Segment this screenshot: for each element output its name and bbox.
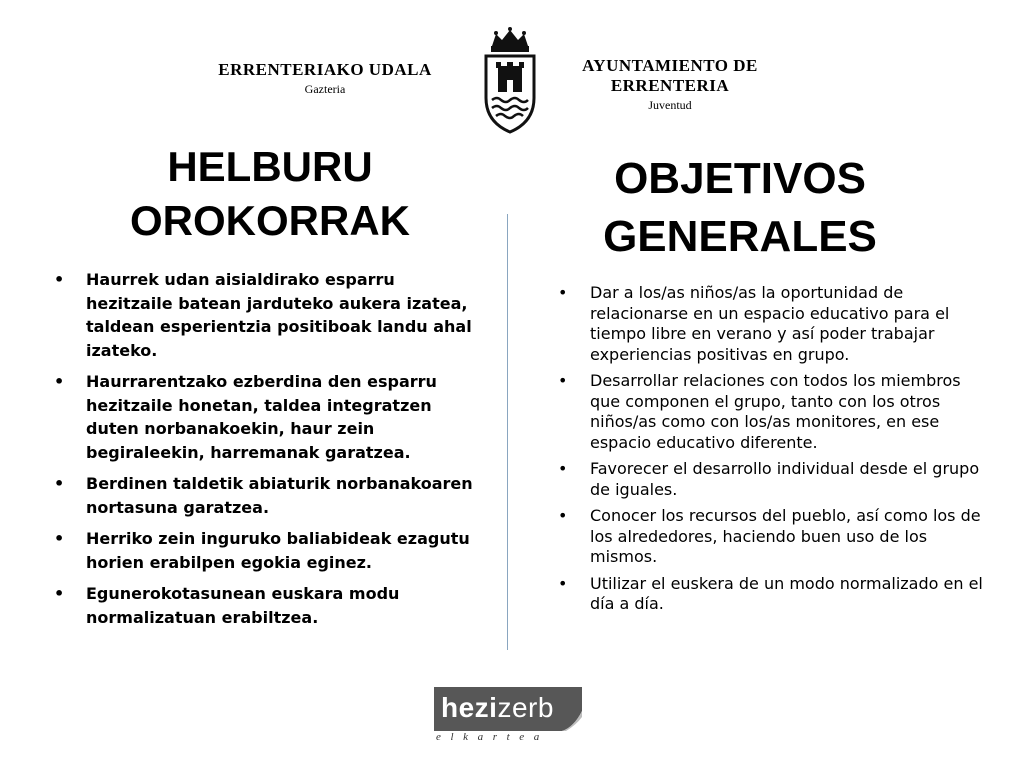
- list-item-text: Desarrollar relaciones con todos los miembros que componen el grupo, tanto con los otros niños/as como con los/as monitores, en ese espacio educativo diferente.: [590, 371, 961, 452]
- bullet-icon: •: [54, 270, 65, 289]
- title-spanish: [570, 150, 910, 266]
- title-spanish-line2: GENERALES: [603, 212, 877, 261]
- list-item: [50, 582, 480, 629]
- bullet-icon: •: [54, 372, 65, 391]
- title-basque-line1: HELBURU: [167, 143, 373, 190]
- list-item: [554, 371, 994, 453]
- header-right: [560, 56, 780, 112]
- logo-subtitle: elkartea: [436, 731, 549, 743]
- dept-name-basque: Gazteria: [304, 82, 346, 96]
- list-item: [50, 527, 480, 574]
- hezizerb-logo: [441, 688, 554, 728]
- list-item: [554, 506, 994, 568]
- coat-of-arms-icon: [480, 26, 540, 136]
- bullet-icon: •: [54, 474, 65, 493]
- list-item-text: Dar a los/as niños/as la oportunidad de relacionarse en un espacio educativo para el tiempo libre en verano y así poder trabajar experiencias positivas en grupo.: [590, 283, 950, 364]
- logo-text-bold: hezi: [441, 692, 498, 723]
- bullet-icon: •: [54, 529, 65, 548]
- objectives-list-basque: [50, 268, 480, 637]
- list-item-text: Berdinen taldetik abiaturik norbanakoaren nortasuna garatzea.: [86, 474, 473, 517]
- bullet-icon: •: [54, 584, 65, 603]
- list-item: [50, 370, 480, 464]
- list-item-text: Haurrek udan aisialdirako esparru hezitzaile batean jarduteko aukera izatea, taldean esperientzia positiboak landu ahal izateko.: [86, 270, 472, 360]
- list-item: [50, 268, 480, 362]
- title-basque: [110, 140, 430, 248]
- org-name-spanish-line2: ERRENTERIA: [610, 76, 730, 95]
- list-item-text: Favorecer el desarrollo individual desde el grupo de iguales.: [590, 459, 980, 499]
- dept-name-spanish: Juventud: [648, 98, 692, 112]
- list-item-text: Haurrarentzako ezberdina den esparru hezitzaile honetan, taldea integratzen duten norbanakoekin, haur zein begiraleekin, harremanak garatzea.: [86, 372, 437, 462]
- org-name-basque: ERRENTERIAKO UDALA: [218, 60, 432, 79]
- list-item-text: Egunerokotasunean euskara modu normalizatuan erabiltzea.: [86, 584, 400, 627]
- bullet-icon: •: [558, 506, 568, 525]
- title-spanish-line1: OBJETIVOS: [614, 154, 866, 203]
- list-item: [554, 574, 994, 615]
- column-divider: [507, 214, 508, 650]
- bullet-icon: •: [558, 371, 568, 390]
- objectives-list-spanish: [554, 283, 994, 621]
- list-item-text: Conocer los recursos del pueblo, así como los de los alrededores, haciendo buen uso de los mismos.: [590, 506, 981, 566]
- bullet-icon: •: [558, 283, 568, 302]
- list-item-text: Herriko zein inguruko baliabideak ezagutu horien erabilpen egokia eginez.: [86, 529, 470, 572]
- org-name-spanish-line1: AYUNTAMIENTO DE: [582, 56, 758, 75]
- bullet-icon: •: [558, 573, 568, 593]
- title-basque-line2: OROKORRAK: [130, 197, 410, 244]
- page-curl-icon: [560, 711, 582, 731]
- list-item: [554, 283, 994, 365]
- header-left: [200, 60, 450, 96]
- list-item: [554, 459, 994, 500]
- list-item-text: Utilizar el euskera de un modo normalizado en el día a día.: [590, 573, 983, 613]
- list-item: [50, 472, 480, 519]
- bullet-icon: •: [558, 459, 568, 478]
- logo-text-light: zerb: [497, 692, 554, 723]
